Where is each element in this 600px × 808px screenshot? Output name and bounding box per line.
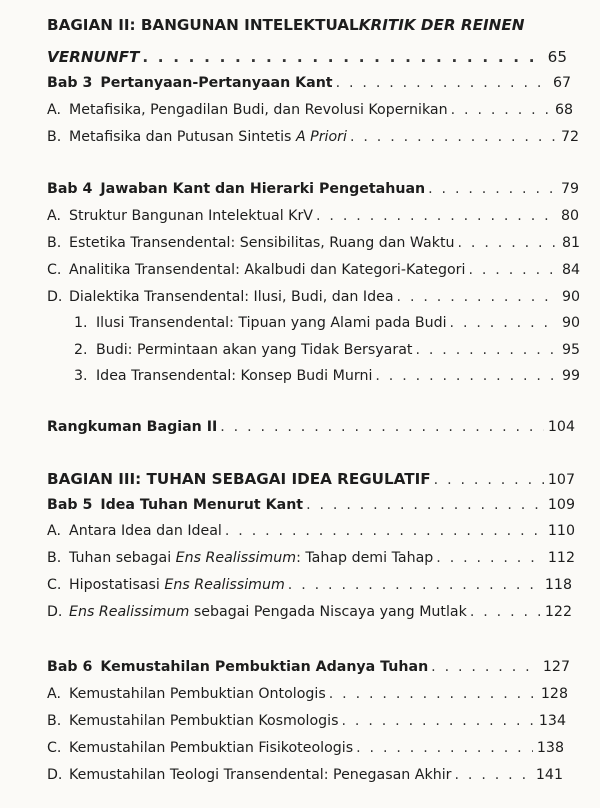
leader-dots — [428, 181, 557, 197]
item-title: Struktur Bangunan Intelektual KrV — [69, 208, 314, 224]
leader-dots — [225, 523, 544, 539]
item-title: Dialektika Transendental: Ilusi, Budi, dan Idea — [69, 289, 394, 305]
page-number: 68 — [554, 102, 573, 118]
item-title-italic: A Priori — [295, 129, 347, 145]
item-marker: D. — [47, 604, 63, 620]
item-title: Metafisika dan Putusan Sintetis — [69, 129, 296, 145]
item-marker: C. — [47, 577, 62, 593]
leader-dots — [451, 102, 551, 118]
page-number: 90 — [561, 289, 580, 305]
leader-dots — [455, 767, 532, 783]
leader-dots — [434, 472, 544, 488]
item-title: Antara Idea dan Ideal — [69, 523, 222, 539]
item-marker: 2. — [74, 342, 88, 358]
toc-entry-part-2[interactable] — [47, 48, 567, 66]
leader-dots — [336, 75, 549, 91]
toc-entry-bab-5-b[interactable] — [47, 550, 575, 566]
page-number: 109 — [547, 497, 575, 513]
item-title: Kemustahilan Teologi Transendental: Penegasan Akhir — [69, 767, 452, 783]
page-number: 128 — [540, 686, 568, 702]
item-marker: A. — [47, 686, 61, 702]
page-number: 72 — [560, 129, 579, 145]
leader-dots — [458, 235, 558, 251]
page-number: 138 — [536, 740, 564, 756]
item-marker: A. — [47, 523, 61, 539]
item-marker: D. — [47, 767, 63, 783]
leader-dots — [329, 686, 537, 702]
toc-entry-bab-5-d[interactable] — [47, 604, 572, 620]
leader-dots — [375, 368, 558, 384]
leader-dots — [450, 315, 558, 331]
leader-dots — [436, 550, 544, 566]
item-title: Analitika Transendental: Akalbudi dan Kategori-Kategori — [69, 262, 466, 278]
leader-dots — [468, 262, 557, 278]
leader-dots — [306, 497, 544, 513]
item-title: Ilusi Transendental: Tipuan yang Alami pada Budi — [96, 315, 447, 331]
toc-entry-bab-6-c[interactable] — [47, 740, 564, 756]
item-title: Tuhan sebagai — [69, 550, 176, 566]
toc-entry-bab-6-b[interactable] — [47, 713, 566, 729]
item-marker: B. — [47, 129, 62, 145]
chapter-title: Pertanyaan-Pertanyaan Kant — [100, 75, 333, 91]
page-number: 127 — [542, 659, 570, 675]
item-marker: B. — [47, 235, 62, 251]
toc-entry-bab-4-c[interactable] — [47, 262, 580, 278]
leader-dots — [288, 577, 541, 593]
item-title: Kemustahilan Pembuktian Fisikoteologis — [69, 740, 354, 756]
toc-entry-bab-5[interactable] — [47, 497, 575, 513]
leader-dots — [415, 342, 557, 358]
item-title: Metafisika, Pengadilan Budi, dan Revolusi Kopernikan — [69, 102, 448, 118]
item-title: Hipostatisasi — [69, 577, 165, 593]
part-3-title: BAGIAN III: TUHAN SEBAGAI IDEA REGULATIF — [47, 470, 431, 488]
toc-entry-bab-4[interactable] — [47, 181, 579, 197]
chapter-label: Bab 4 — [47, 181, 93, 197]
page-number: 67 — [552, 75, 571, 91]
toc-entry-bab-4-d[interactable] — [47, 289, 580, 305]
item-title: Idea Transendental: Konsep Budi Murni — [96, 368, 373, 384]
item-title: sebagai Pengada Niscaya yang Mutlak — [189, 604, 467, 620]
toc-entry-bab-4-d-1[interactable] — [74, 315, 580, 331]
item-marker: D. — [47, 289, 63, 305]
page-number: 81 — [561, 235, 580, 251]
page-number: 134 — [538, 713, 566, 729]
toc-entry-bab-5-c[interactable] — [47, 577, 572, 593]
toc-entry-bab-6-d[interactable] — [47, 767, 563, 783]
page-number: 99 — [561, 368, 580, 384]
part-2-title-italic: KRITIK DER REINEN — [358, 16, 525, 34]
item-marker: C. — [47, 262, 62, 278]
page-number: 112 — [547, 550, 575, 566]
chapter-label: Bab 6 — [47, 659, 93, 675]
toc-entry-bab-4-d-3[interactable] — [74, 368, 580, 384]
item-title: Budi: Permintaan akan yang Tidak Bersyarat — [96, 342, 413, 358]
item-title-italic: Ens Realissimum — [164, 577, 285, 593]
item-title: Kemustahilan Pembuktian Ontologis — [69, 686, 326, 702]
item-marker: A. — [47, 208, 61, 224]
toc-entry-bab-6[interactable] — [47, 659, 570, 675]
page-number: 104 — [547, 419, 575, 435]
item-marker: 1. — [74, 315, 88, 331]
item-marker: A. — [47, 102, 61, 118]
chapter-title: Kemustahilan Pembuktian Adanya Tuhan — [100, 659, 429, 675]
toc-entry-bab-3[interactable] — [47, 75, 571, 91]
leader-dots — [356, 740, 533, 756]
item-title-italic: Ens Realissimum — [175, 550, 297, 566]
summary-title: Rangkuman Bagian II — [47, 419, 218, 435]
toc-entry-bab-4-d-2[interactable] — [74, 342, 580, 358]
page-number: 90 — [561, 315, 580, 331]
part-2-title-italic-cont: VERNUNFT — [47, 48, 140, 66]
leader-dots — [397, 289, 558, 305]
toc-entry-bab-3-a[interactable] — [47, 102, 573, 118]
page-number: 110 — [547, 523, 575, 539]
page-number: 95 — [561, 342, 580, 358]
page-number: 80 — [560, 208, 579, 224]
item-title: Kemustahilan Pembuktian Kosmologis — [69, 713, 339, 729]
toc-entry-bab-4-b[interactable] — [47, 235, 580, 251]
leader-dots — [316, 208, 557, 224]
item-title-italic: Ens Realissimum — [69, 604, 190, 620]
leader-dots — [142, 48, 543, 66]
item-marker: B. — [47, 713, 62, 729]
leader-dots — [220, 419, 544, 435]
page-number: 107 — [547, 472, 575, 488]
leader-dots — [470, 604, 541, 620]
chapter-title: Idea Tuhan Menurut Kant — [100, 497, 304, 513]
chapter-label: Bab 5 — [47, 497, 93, 513]
toc-entry-part-3[interactable] — [47, 470, 575, 488]
item-marker: B. — [47, 550, 62, 566]
item-title: Estetika Transendental: Sensibilitas, Ruang dan Waktu — [69, 235, 455, 251]
item-marker: C. — [47, 740, 62, 756]
item-title-suffix: : Tahap demi Tahap — [296, 550, 434, 566]
page-number: 84 — [561, 262, 580, 278]
toc-entry-bab-4-a[interactable] — [47, 208, 579, 224]
chapter-title: Jawaban Kant dan Hierarki Pengetahuan — [100, 181, 426, 197]
chapter-label: Bab 3 — [47, 75, 93, 91]
part-2-title-line-1 — [47, 16, 567, 34]
page-number: 141 — [535, 767, 563, 783]
item-marker: 3. — [74, 368, 88, 384]
toc-entry-bab-6-a[interactable] — [47, 686, 568, 702]
page-number: 79 — [560, 181, 579, 197]
page-number: 118 — [544, 577, 572, 593]
leader-dots — [350, 129, 557, 145]
toc-entry-bab-5-a[interactable] — [47, 523, 575, 539]
page-number: 65 — [547, 48, 567, 66]
leader-dots — [431, 659, 539, 675]
page-number: 122 — [544, 604, 572, 620]
part-2-title: BAGIAN II: BANGUNAN INTELEKTUAL — [47, 16, 359, 34]
leader-dots — [342, 713, 535, 729]
toc-entry-summary-2[interactable] — [47, 419, 575, 435]
toc-entry-bab-3-b[interactable] — [47, 129, 579, 145]
